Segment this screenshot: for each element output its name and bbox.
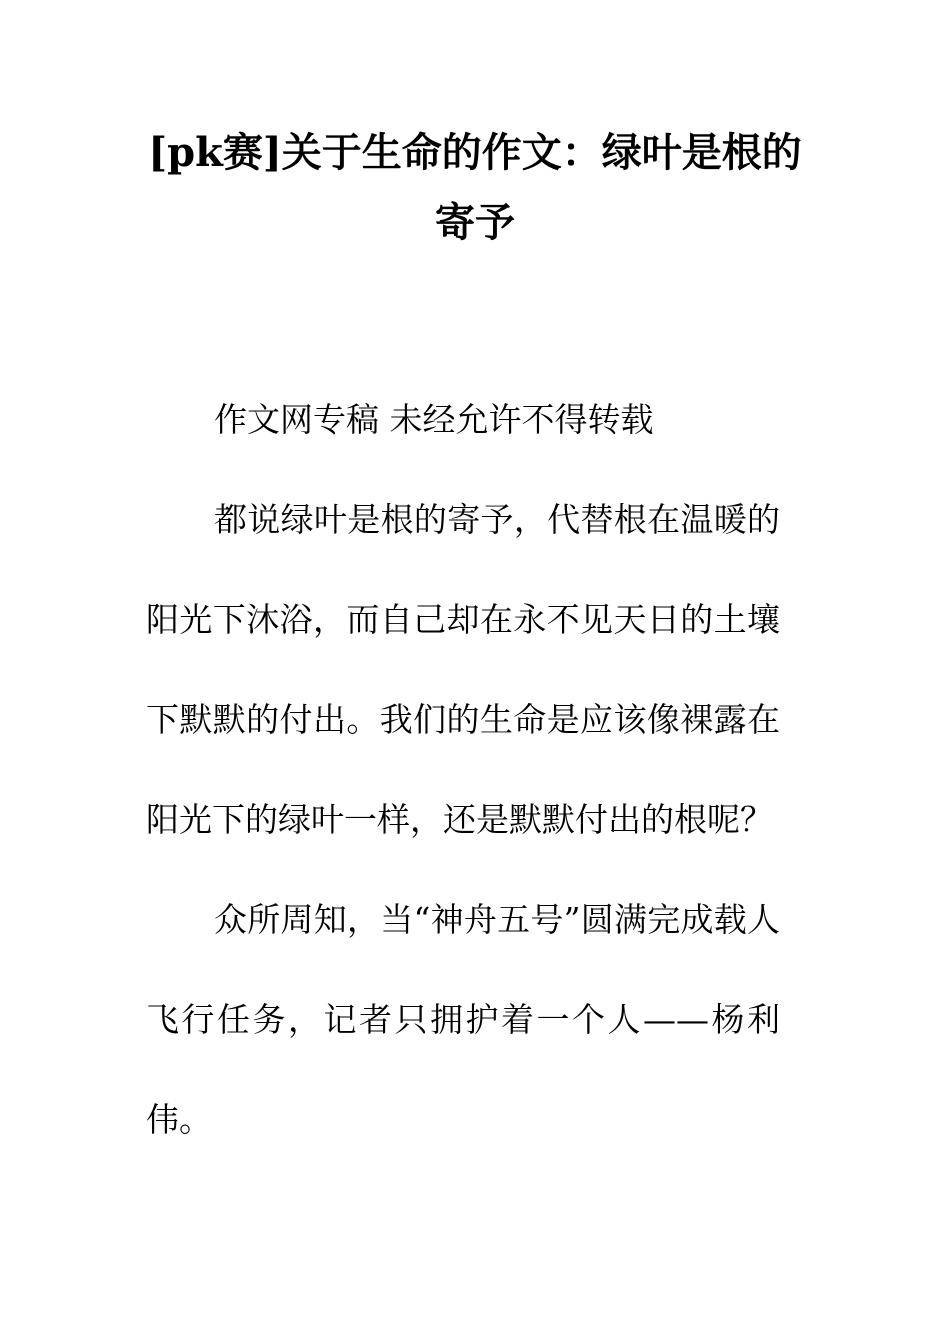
paragraph-source-note: 作文网专稿 未经允许不得转载 [214,400,654,439]
document-body [146,370,780,1170]
paragraph-intro: 都说绿叶是根的寄予，代替根在温暖的阳光下沐浴，而自己却在永不见天日的土壤下默默的付出。我们的生命是应该像裸露在阳光下的绿叶一样，还是默默付出的根呢？ [146,500,780,839]
document-title: [pk赛]关于生命的作文：绿叶是根的寄予 [148,129,802,246]
paragraph-shenzhou: 众所周知，当“神舟五号”圆满完成载人飞行任务，记者只拥护着一个人——杨利伟。 [146,900,780,1139]
